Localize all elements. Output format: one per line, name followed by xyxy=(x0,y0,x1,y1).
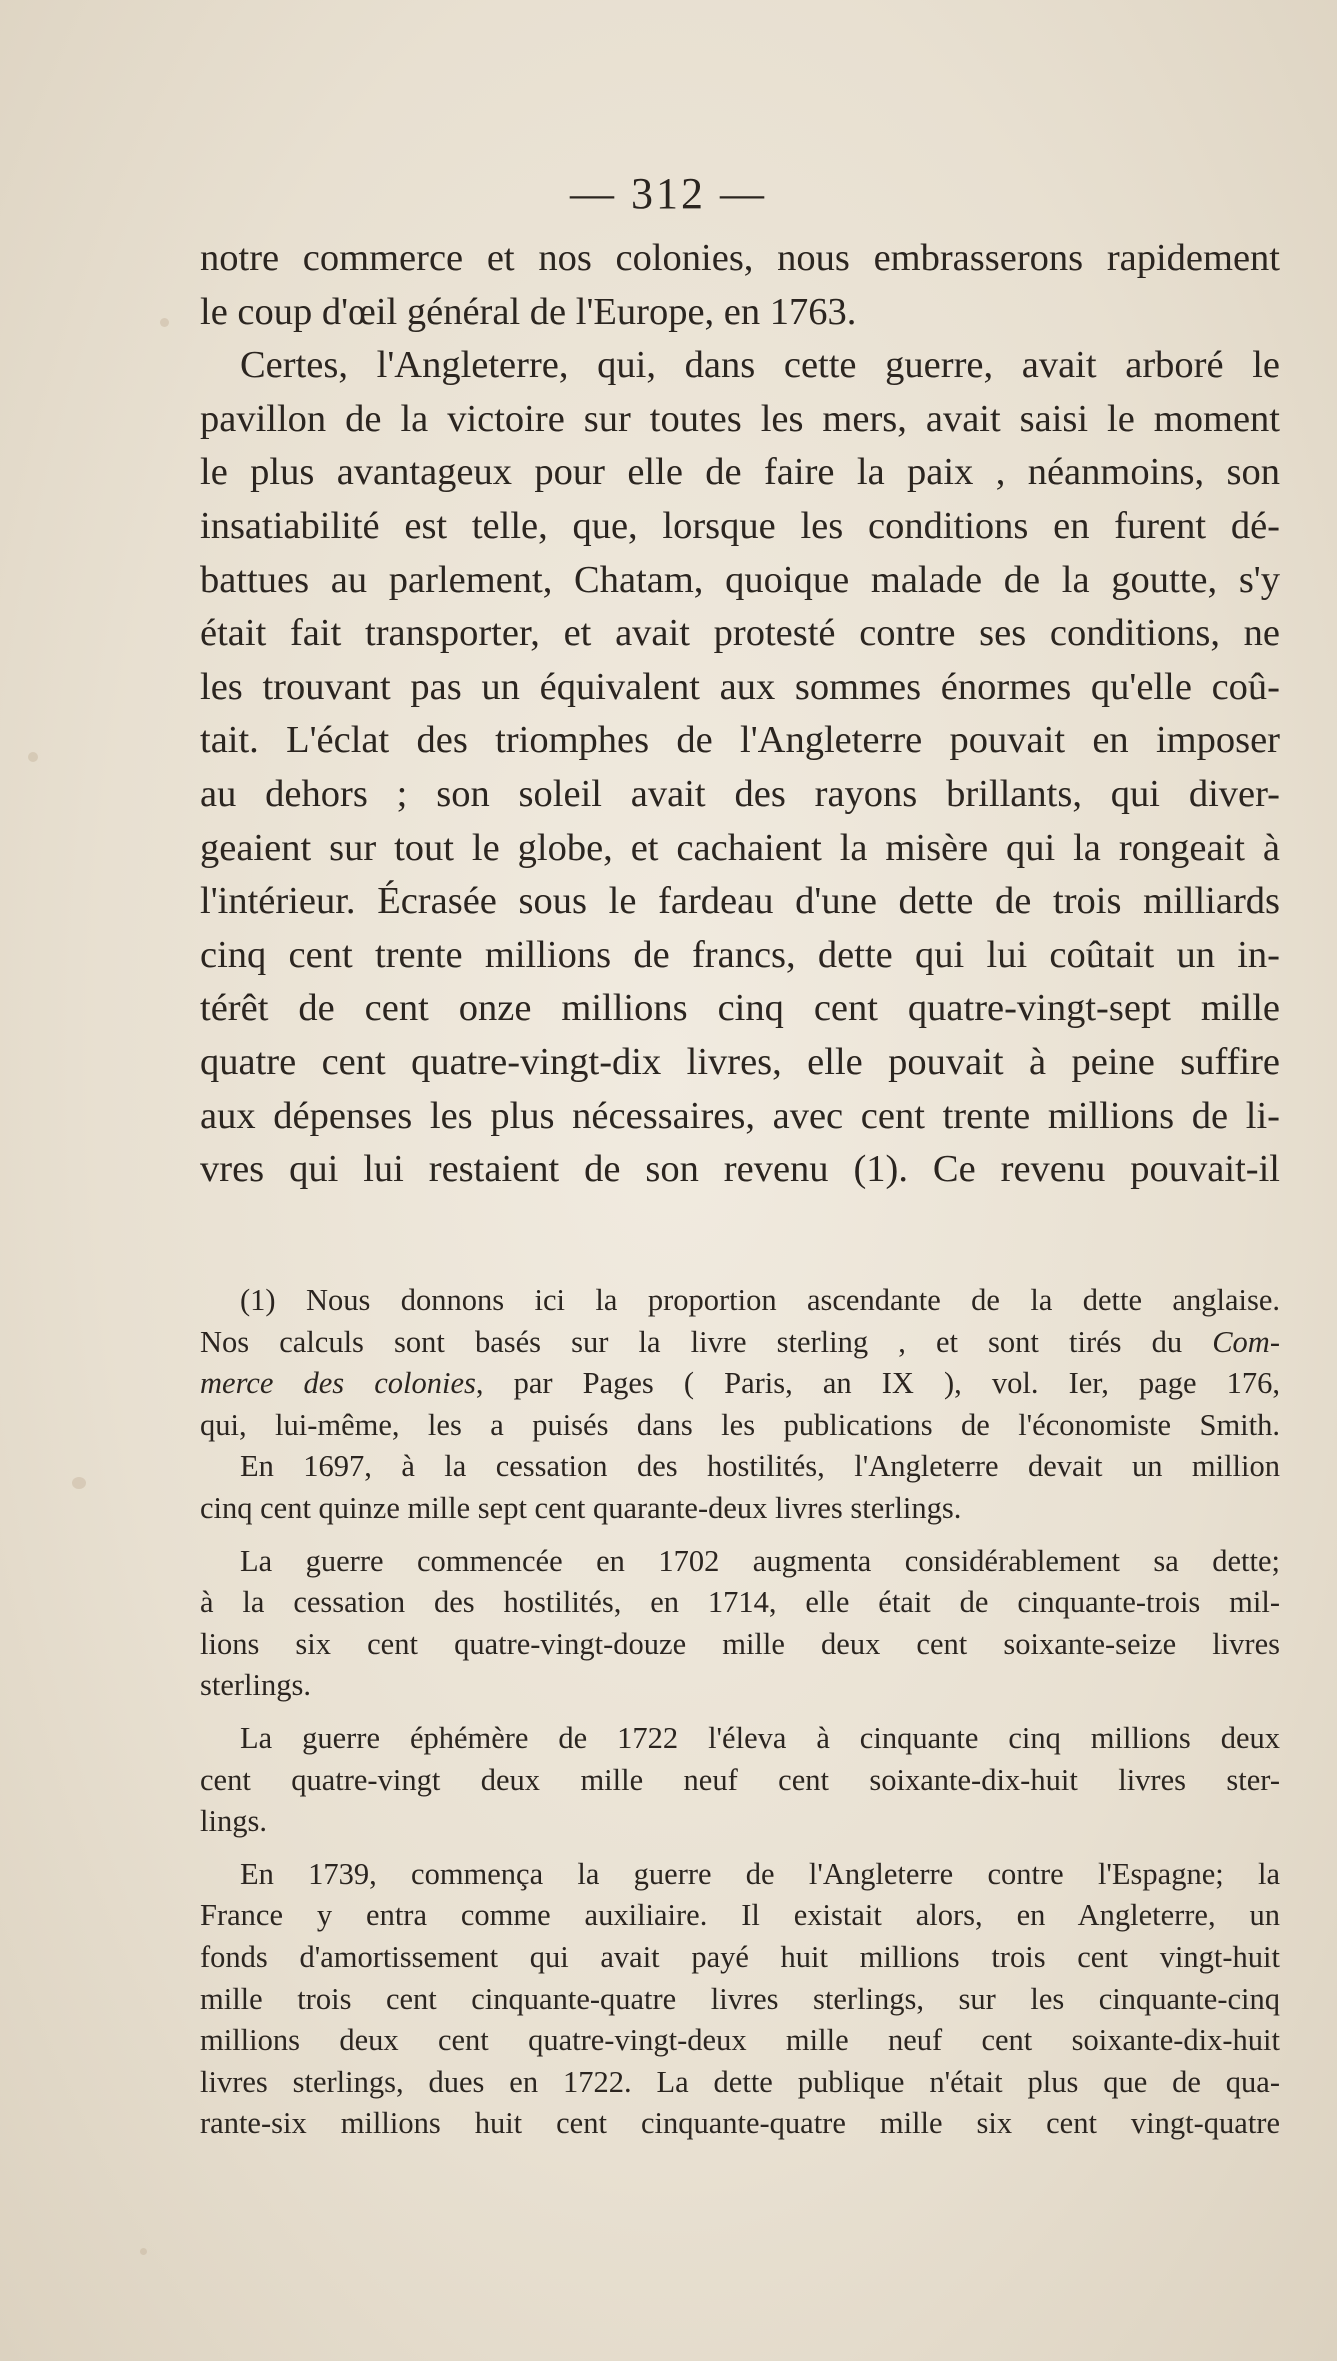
footnotes xyxy=(200,1280,1280,2145)
body-text xyxy=(200,232,1280,1197)
text-line: insatiabilité est telle, que, lorsque les conditions en furent dé- xyxy=(200,504,1280,547)
page-number: — 312 — xyxy=(570,169,767,218)
footnote-line: En 1697, à la cessation des hostilités, l'Angleterre devait un million xyxy=(240,1449,1280,1484)
text-line: notre commerce et nos colonies, nous embrasserons rapidement xyxy=(200,237,1280,279)
paper-spot xyxy=(28,752,38,762)
footnote-line: lions six cent quatre-vingt-douze mille deux cent soixante-seize livres xyxy=(200,1626,1280,1661)
text-line: cinq cent trente millions de francs, dette qui lui coûtait un in- xyxy=(200,933,1280,976)
footnote-line: France y entra comme auxiliaire. Il existait alors, en Angleterre, un xyxy=(200,1898,1280,1933)
footnote-line: qui, lui-même, les a puisés dans les publications de l'économiste Smith. xyxy=(200,1407,1280,1442)
text-line: les trouvant pas un équivalent aux sommes énormes qu'elle coû- xyxy=(200,665,1280,708)
footnote-line: millions deux cent quatre-vingt-deux mille neuf cent soixante-dix-huit xyxy=(200,2023,1280,2058)
footnote-line: à la cessation des hostilités, en 1714, elle était de cinquante-trois mil- xyxy=(200,1585,1280,1620)
paper-spot xyxy=(140,2248,147,2255)
text-line: au dehors ; son soleil avait des rayons brillants, qui diver- xyxy=(200,772,1280,815)
text-line: battues au parlement, Chatam, quoique malade de la goutte, s'y xyxy=(200,558,1280,601)
footnote-line: Nos calculs sont basés sur la livre sterling , et sont tirés du Com- xyxy=(200,1324,1280,1359)
text-line: le coup d'œil général de l'Europe, en 1763. xyxy=(200,290,857,333)
footnote-line: rante-six millions huit cent cinquante-quatre mille six cent vingt-quatre xyxy=(200,2106,1280,2141)
footnote-line: La guerre éphémère de 1722 l'éleva à cinquante cinq millions deux xyxy=(240,1720,1280,1755)
paper-spot xyxy=(72,1477,86,1489)
footnote-line: La guerre commencée en 1702 augmenta considérablement sa dette; xyxy=(240,1543,1280,1578)
text-line: aux dépenses les plus nécessaires, avec cent trente millions de li- xyxy=(200,1094,1280,1137)
text-line: pavillon de la victoire sur toutes les mers, avait saisi le moment xyxy=(200,397,1280,440)
text-line: vres qui lui restaient de son revenu (1). Ce revenu pouvait-il xyxy=(200,1148,1280,1191)
footnote-line: livres sterlings, dues en 1722. La dette publique n'était plus que de qua- xyxy=(200,2064,1280,2099)
footnote-line: En 1739, commença la guerre de l'Angleterre contre l'Espagne; la xyxy=(240,1856,1280,1891)
text-line: Certes, l'Angleterre, qui, dans cette guerre, avait arboré le xyxy=(240,344,1280,387)
text-line: était fait transporter, et avait protesté contre ses conditions, ne xyxy=(200,612,1280,655)
text-line: geaient sur tout le globe, et cachaient la misère qui la rongeait à xyxy=(200,826,1280,869)
footnote-line: sterlings. xyxy=(200,1668,311,1703)
footnote-line: lings. xyxy=(200,1804,267,1839)
footnote-line: (1) Nous donnons ici la proportion ascendante de la dette anglaise. xyxy=(240,1283,1280,1317)
footnote-line: merce des colonies, par Pages ( Paris, an IX ), vol. Ier, page 176, xyxy=(200,1366,1280,1401)
text-line: quatre cent quatre-vingt-dix livres, elle pouvait à peine suffire xyxy=(200,1040,1280,1083)
text-line: l'intérieur. Écrasée sous le fardeau d'une dette de trois milliards xyxy=(200,880,1280,923)
text-line: térêt de cent onze millions cinq cent quatre-vingt-sept mille xyxy=(200,987,1280,1030)
footnote-line: fonds d'amortissement qui avait payé huit millions trois cent vingt-huit xyxy=(200,1939,1280,1974)
footnote-line: mille trois cent cinquante-quatre livres sterlings, sur les cinquante-cinq xyxy=(200,1981,1280,2016)
text-line: tait. L'éclat des triomphes de l'Angleterre pouvait en imposer xyxy=(200,719,1280,762)
footnote-line: cent quatre-vingt deux mille neuf cent soixante-dix-huit livres ster- xyxy=(200,1762,1280,1797)
paper-spot xyxy=(160,318,169,327)
footnote-line: cinq cent quinze mille sept cent quarante-deux livres sterlings. xyxy=(200,1490,962,1525)
text-line: le plus avantageux pour elle de faire la paix , néanmoins, son xyxy=(200,451,1280,494)
